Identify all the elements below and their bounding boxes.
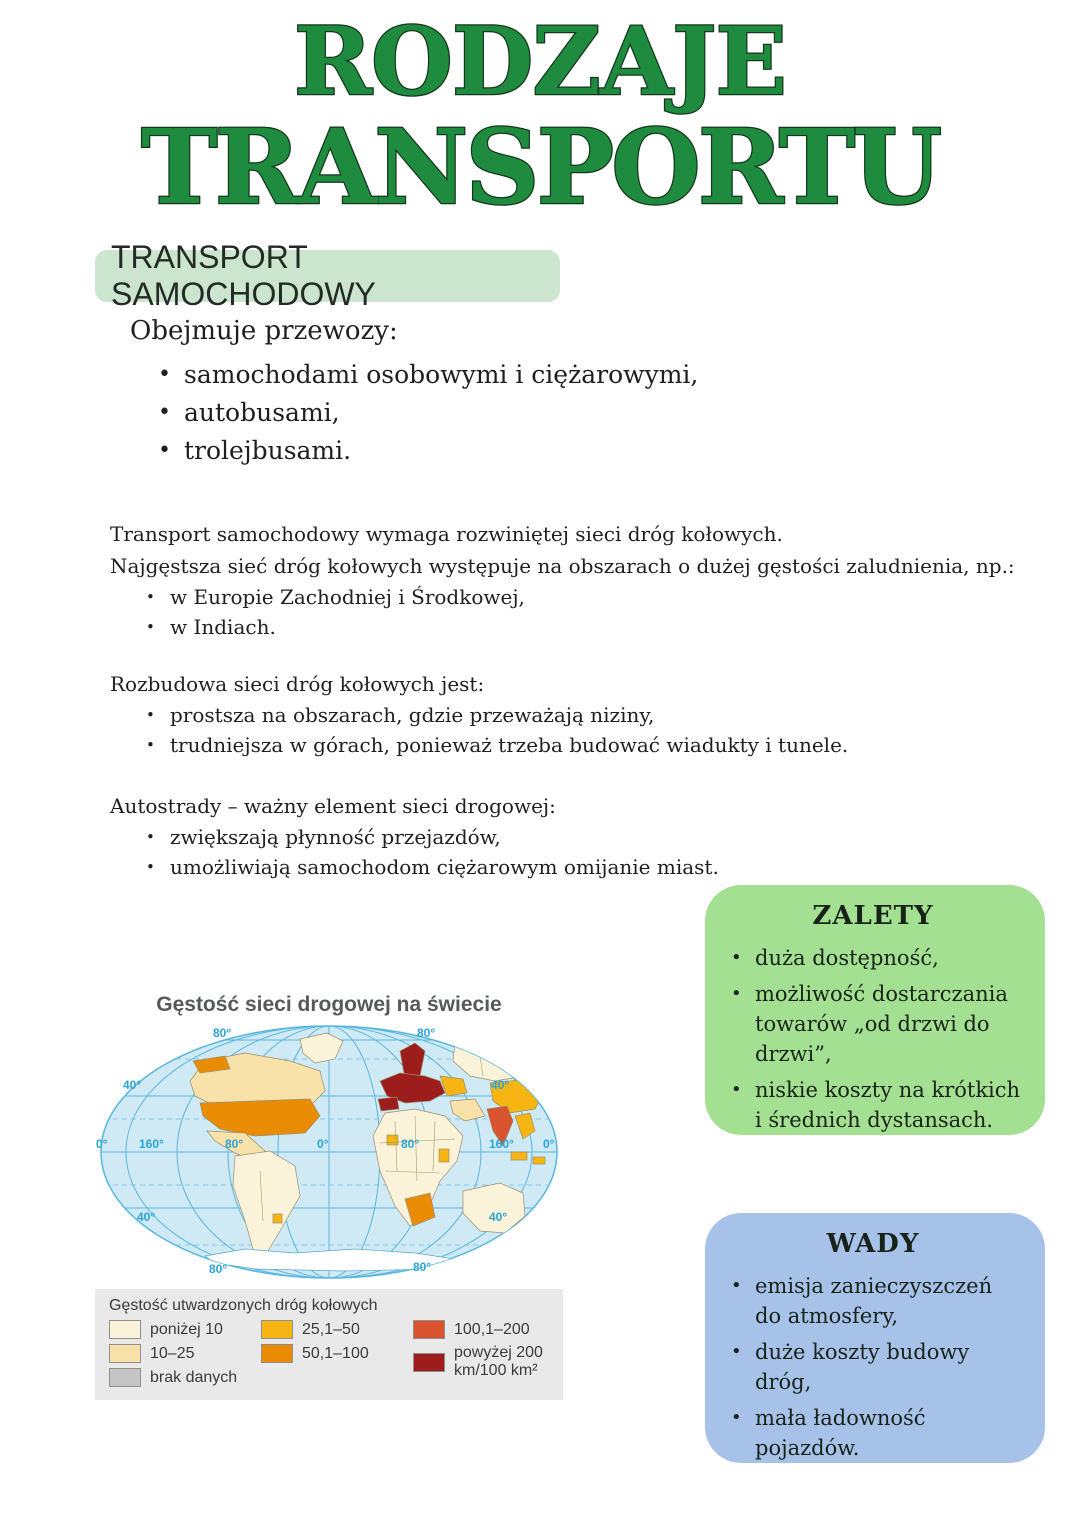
svg-text:0°: 0° xyxy=(543,1137,555,1151)
paragraph-line: Transport samochodowy wymaga rozwiniętej sieci dróg kołowych. xyxy=(110,522,783,546)
paragraph-line: Najgęstsza sieć dróg kołowych występuje na obszarach o dużej gęstości zaludnienia, np.: xyxy=(110,554,1015,578)
list-item: • w Europie Zachodniej i Środkowej, xyxy=(146,582,1015,612)
paragraph-highways xyxy=(110,790,719,882)
list-item: • niskie koszty na krótkich i średnich dystansach. xyxy=(725,1075,1021,1135)
page-title-line2: TRANSPORTU xyxy=(140,106,940,228)
list-item: • autobusami, xyxy=(158,394,698,432)
svg-text:40°: 40° xyxy=(491,1078,510,1092)
legend-swatch xyxy=(109,1320,141,1339)
legend-swatch xyxy=(261,1320,293,1339)
legend-item xyxy=(261,1320,413,1339)
paragraph-list xyxy=(146,700,848,760)
list-item: • duża dostępność, xyxy=(725,943,1021,973)
region-iberia xyxy=(378,1097,399,1111)
intro-list xyxy=(158,356,698,470)
list-item: • mała ładowność pojazdów. xyxy=(725,1403,1021,1463)
svg-text:160°: 160° xyxy=(489,1137,514,1151)
svg-text:40°: 40° xyxy=(123,1078,142,1092)
legend-item xyxy=(109,1368,261,1387)
advantages-list xyxy=(725,943,1021,1135)
page-title xyxy=(0,7,1080,228)
world-map xyxy=(95,1021,563,1283)
legend-item xyxy=(109,1320,261,1339)
legend-swatch xyxy=(109,1368,141,1387)
legend-swatch xyxy=(261,1344,293,1363)
advantages-title: ZALETY xyxy=(812,901,934,931)
disadvantages-list xyxy=(725,1271,1021,1463)
map-title: Gęstość sieci drogowej na świecie xyxy=(156,993,502,1016)
intro-block xyxy=(130,316,698,470)
region-east-africa xyxy=(439,1149,449,1162)
legend-swatch xyxy=(109,1344,141,1363)
legend-swatch xyxy=(413,1353,445,1372)
svg-text:40°: 40° xyxy=(137,1210,156,1224)
svg-text:80°: 80° xyxy=(213,1026,232,1040)
region-new-zealand xyxy=(535,1229,543,1245)
svg-text:80°: 80° xyxy=(417,1026,436,1040)
region-indonesia-east xyxy=(533,1157,545,1164)
paragraph-line: Rozbudowa sieci dróg kołowych jest: xyxy=(110,672,485,696)
legend-item xyxy=(413,1320,551,1339)
legend-label: 10–25 xyxy=(150,1344,195,1362)
legend-label: 50,1–100 xyxy=(302,1344,369,1362)
svg-text:80°: 80° xyxy=(225,1137,244,1151)
paragraph-line: Autostrady – ważny element sieci drogowej: xyxy=(110,794,556,818)
list-item: • w Indiach. xyxy=(146,612,1015,642)
list-item: • samochodami osobowymi i ciężarowymi, xyxy=(158,356,698,394)
legend-swatch xyxy=(413,1320,445,1339)
paragraph-road-expansion xyxy=(110,668,848,760)
paragraph-road-network xyxy=(110,518,1015,642)
list-item: • duże koszty budowy dróg, xyxy=(725,1337,1021,1397)
legend-item xyxy=(413,1344,551,1380)
legend-label: poniżej 10 xyxy=(150,1320,223,1338)
svg-text:80°: 80° xyxy=(401,1137,420,1151)
legend-item xyxy=(109,1344,261,1363)
paragraph-list xyxy=(146,582,1015,642)
svg-text:40°: 40° xyxy=(489,1210,508,1224)
intro-lead: Obejmuje przewozy: xyxy=(130,316,398,346)
advantages-box xyxy=(705,885,1045,1135)
svg-text:80°: 80° xyxy=(413,1260,432,1274)
region-uruguay xyxy=(273,1214,282,1223)
section-header-transport-samochodowy xyxy=(95,239,560,312)
disadvantages-title: WADY xyxy=(826,1229,920,1259)
svg-text:0°: 0° xyxy=(317,1137,329,1151)
list-item: • możliwość dostarczania towarów „od drzwi do drzwi”, xyxy=(725,979,1021,1069)
legend-item xyxy=(261,1344,413,1363)
list-item: • emisja zanieczyszczeń do atmosfery, xyxy=(725,1271,1021,1331)
world-road-density-figure xyxy=(95,993,563,1400)
legend-label: powyżej 200 km/100 km² xyxy=(454,1344,543,1379)
legend-label: brak danych xyxy=(150,1368,238,1386)
legend-label: 25,1–50 xyxy=(302,1320,360,1338)
list-item: • trudniejsza w górach, ponieważ trzeba budować wiadukty i tunele. xyxy=(146,730,848,760)
svg-text:160°: 160° xyxy=(139,1137,164,1151)
map-legend xyxy=(95,1289,563,1400)
list-item: • zwiększają płynność przejazdów, xyxy=(146,822,719,852)
region-russia xyxy=(453,1039,555,1081)
svg-text:0°: 0° xyxy=(96,1137,108,1151)
section-header-label: TRANSPORT SAMOCHODOWY xyxy=(111,239,376,312)
region-japan xyxy=(542,1073,551,1093)
disadvantages-box xyxy=(705,1213,1045,1463)
region-indonesia xyxy=(511,1152,527,1160)
paragraph-list xyxy=(146,822,719,882)
legend-label: 100,1–200 xyxy=(454,1320,530,1338)
page-title-line1: RODZAJE xyxy=(293,7,787,117)
svg-text:80°: 80° xyxy=(209,1262,228,1276)
region-west-africa xyxy=(387,1135,398,1145)
list-item: • umożliwiają samochodom ciężarowym omijanie miast. xyxy=(146,852,719,882)
map-legend-title: Gęstość utwardzonych dróg kołowych xyxy=(109,1297,378,1314)
list-item: • trolejbusami. xyxy=(158,432,698,470)
list-item: • prostsza na obszarach, gdzie przeważają niziny, xyxy=(146,700,848,730)
